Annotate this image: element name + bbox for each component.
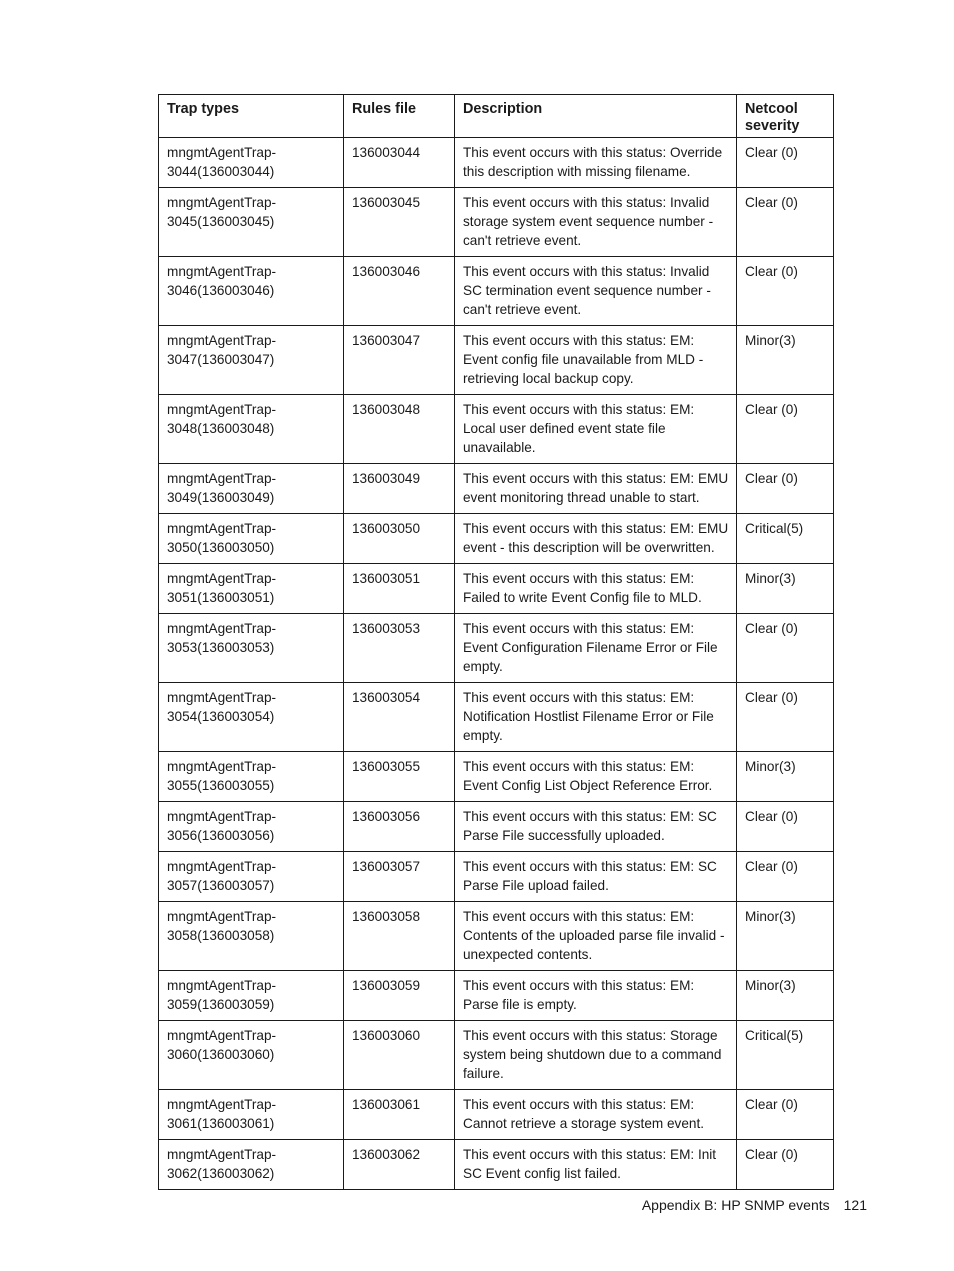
table-row [159,852,834,902]
page-number: 121 [843,1197,867,1213]
description-cell: This event occurs with this status: EM: Event config file unavailable from MLD - retrieving local backup copy. [455,326,737,395]
trap-type-prefix: mngmtAgentTrap- [167,1147,277,1162]
table-row [159,464,834,514]
severity-cell: Minor(3) [737,564,834,614]
description-cell: This event occurs with this status: Invalid SC termination event sequence number - can't retrieve event. [455,257,737,326]
description-cell: This event occurs with this status: EM: Contents of the uploaded parse file invalid - unexpected contents. [455,902,737,971]
trap-type-prefix: mngmtAgentTrap- [167,759,277,774]
trap-type-cell [159,138,344,188]
header-description: Description [455,95,737,138]
trap-type-cell [159,514,344,564]
trap-type-prefix: mngmtAgentTrap- [167,333,277,348]
trap-type-cell [159,1021,344,1090]
severity-cell: Minor(3) [737,326,834,395]
rules-file-cell: 136003059 [344,971,455,1021]
description-cell: This event occurs with this status: EM: SC Parse File upload failed. [455,852,737,902]
header-trap-types: Trap types [159,95,344,138]
rules-file-cell: 136003053 [344,614,455,683]
rules-file-cell: 136003058 [344,902,455,971]
table-row [159,1021,834,1090]
description-cell: This event occurs with this status: Override this description with missing filename. [455,138,737,188]
table-row [159,752,834,802]
rules-file-cell: 136003051 [344,564,455,614]
rules-file-cell: 136003062 [344,1140,455,1190]
trap-type-id: 3055(136003055) [167,778,275,793]
trap-type-prefix: mngmtAgentTrap- [167,471,277,486]
trap-type-id: 3044(136003044) [167,164,275,179]
severity-cell: Clear (0) [737,257,834,326]
trap-type-prefix: mngmtAgentTrap- [167,521,277,536]
trap-type-prefix: mngmtAgentTrap- [167,264,277,279]
severity-cell: Clear (0) [737,802,834,852]
trap-type-cell [159,395,344,464]
trap-type-id: 3051(136003051) [167,590,275,605]
table-row [159,564,834,614]
severity-cell: Clear (0) [737,1090,834,1140]
severity-cell: Clear (0) [737,614,834,683]
description-cell: This event occurs with this status: EM: Parse file is empty. [455,971,737,1021]
table-row [159,514,834,564]
rules-file-cell: 136003045 [344,188,455,257]
severity-cell: Minor(3) [737,971,834,1021]
rules-file-cell: 136003057 [344,852,455,902]
rules-file-cell: 136003049 [344,464,455,514]
snmp-events-table [158,94,834,1190]
severity-cell: Critical(5) [737,1021,834,1090]
severity-cell: Clear (0) [737,464,834,514]
rules-file-cell: 136003056 [344,802,455,852]
trap-type-id: 3050(136003050) [167,540,275,555]
trap-type-id: 3060(136003060) [167,1047,275,1062]
header-rules-file: Rules file [344,95,455,138]
table-row [159,614,834,683]
trap-type-prefix: mngmtAgentTrap- [167,402,277,417]
trap-type-id: 3058(136003058) [167,928,275,943]
header-netcool-line2: severity [745,118,800,134]
rules-file-cell: 136003054 [344,683,455,752]
trap-type-id: 3046(136003046) [167,283,275,298]
severity-cell: Minor(3) [737,752,834,802]
trap-type-cell [159,752,344,802]
trap-type-cell [159,802,344,852]
trap-type-cell [159,564,344,614]
rules-file-cell: 136003046 [344,257,455,326]
header-row [159,95,834,138]
description-cell: This event occurs with this status: EM: SC Parse File successfully uploaded. [455,802,737,852]
trap-type-prefix: mngmtAgentTrap- [167,621,277,636]
trap-type-cell [159,683,344,752]
rules-file-cell: 136003060 [344,1021,455,1090]
trap-type-id: 3061(136003061) [167,1116,275,1131]
description-cell: This event occurs with this status: Invalid storage system event sequence number - can't retrieve event. [455,188,737,257]
trap-type-cell [159,971,344,1021]
trap-type-prefix: mngmtAgentTrap- [167,195,277,210]
header-netcool-line1: Netcool [745,101,798,117]
description-cell: This event occurs with this status: EM: Failed to write Event Config file to MLD. [455,564,737,614]
description-cell: This event occurs with this status: EM: Local user defined event state file unavailable. [455,395,737,464]
trap-type-id: 3045(136003045) [167,214,275,229]
trap-type-cell [159,188,344,257]
trap-type-cell [159,1090,344,1140]
trap-type-cell [159,852,344,902]
header-netcool-severity [737,95,834,138]
description-cell: This event occurs with this status: EM: Notification Hostlist Filename Error or File empty. [455,683,737,752]
table-row [159,683,834,752]
trap-type-id: 3048(136003048) [167,421,275,436]
severity-cell: Clear (0) [737,852,834,902]
description-cell: This event occurs with this status: EM: EMU event - this description will be overwritten. [455,514,737,564]
description-cell: This event occurs with this status: EM: Event Config List Object Reference Error. [455,752,737,802]
table-row [159,802,834,852]
table-row [159,188,834,257]
table-row [159,971,834,1021]
trap-type-prefix: mngmtAgentTrap- [167,571,277,586]
table-header [159,95,834,138]
table-row [159,326,834,395]
description-cell: This event occurs with this status: EM: Init SC Event config list failed. [455,1140,737,1190]
description-cell: This event occurs with this status: Storage system being shutdown due to a command failure. [455,1021,737,1090]
severity-cell: Critical(5) [737,514,834,564]
trap-type-prefix: mngmtAgentTrap- [167,978,277,993]
rules-file-cell: 136003047 [344,326,455,395]
rules-file-cell: 136003048 [344,395,455,464]
severity-cell: Clear (0) [737,138,834,188]
table-row [159,902,834,971]
table-row [159,1090,834,1140]
description-cell: This event occurs with this status: EM: Cannot retrieve a storage system event. [455,1090,737,1140]
trap-type-prefix: mngmtAgentTrap- [167,690,277,705]
trap-type-cell [159,257,344,326]
table-row [159,138,834,188]
trap-type-prefix: mngmtAgentTrap- [167,859,277,874]
trap-type-id: 3047(136003047) [167,352,275,367]
description-cell: This event occurs with this status: EM: Event Configuration Filename Error or File empty. [455,614,737,683]
trap-type-cell [159,902,344,971]
trap-type-id: 3049(136003049) [167,490,275,505]
trap-type-id: 3053(136003053) [167,640,275,655]
trap-type-cell [159,326,344,395]
footer-section-title: Appendix B: HP SNMP events [641,1197,830,1213]
severity-cell: Clear (0) [737,1140,834,1190]
trap-type-id: 3056(136003056) [167,828,275,843]
trap-type-prefix: mngmtAgentTrap- [167,809,277,824]
rules-file-cell: 136003044 [344,138,455,188]
severity-cell: Minor(3) [737,902,834,971]
table-row [159,1140,834,1190]
trap-type-cell [159,1140,344,1190]
rules-file-cell: 136003055 [344,752,455,802]
trap-type-prefix: mngmtAgentTrap- [167,909,277,924]
trap-type-prefix: mngmtAgentTrap- [167,145,277,160]
page-footer [642,1196,867,1214]
rules-file-cell: 136003061 [344,1090,455,1140]
severity-cell: Clear (0) [737,188,834,257]
trap-type-cell [159,464,344,514]
description-cell: This event occurs with this status: EM: EMU event monitoring thread unable to start. [455,464,737,514]
trap-type-prefix: mngmtAgentTrap- [167,1028,277,1043]
trap-type-id: 3059(136003059) [167,997,275,1012]
severity-cell: Clear (0) [737,395,834,464]
table-row [159,395,834,464]
table-row [159,257,834,326]
table-body [159,138,834,1190]
rules-file-cell: 136003050 [344,514,455,564]
trap-type-id: 3054(136003054) [167,709,275,724]
severity-cell: Clear (0) [737,683,834,752]
trap-type-cell [159,614,344,683]
trap-type-prefix: mngmtAgentTrap- [167,1097,277,1112]
trap-type-id: 3057(136003057) [167,878,275,893]
trap-type-id: 3062(136003062) [167,1166,275,1181]
